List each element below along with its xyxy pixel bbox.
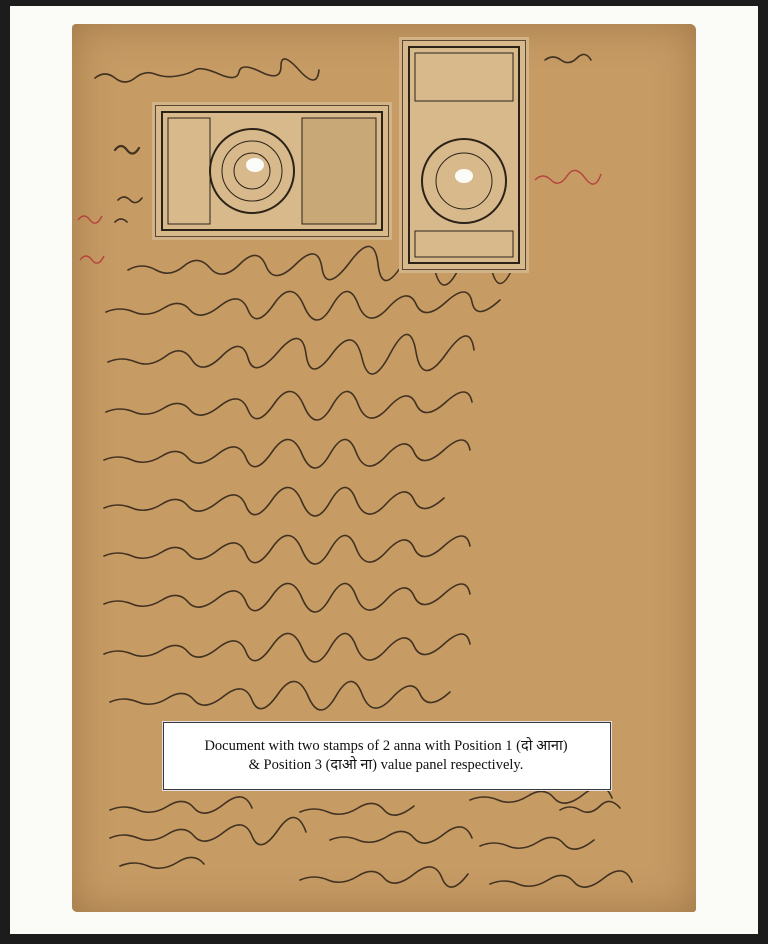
- stamp-position-3: [402, 40, 526, 270]
- caption-line-2: & Position 3 (दाओ ना) value panel respectively.: [248, 757, 524, 773]
- caption-line-1: Document with two stamps of 2 anna with Position 1 (दो आना): [204, 738, 568, 754]
- punch-hole: [246, 158, 264, 172]
- stamp-ornament-icon: [403, 41, 525, 269]
- caption-box: [163, 722, 611, 790]
- punch-hole: [455, 169, 473, 183]
- caption-text: [176, 737, 596, 775]
- stamp-ornament-icon: [156, 106, 388, 236]
- stamp-position-1: [155, 105, 389, 237]
